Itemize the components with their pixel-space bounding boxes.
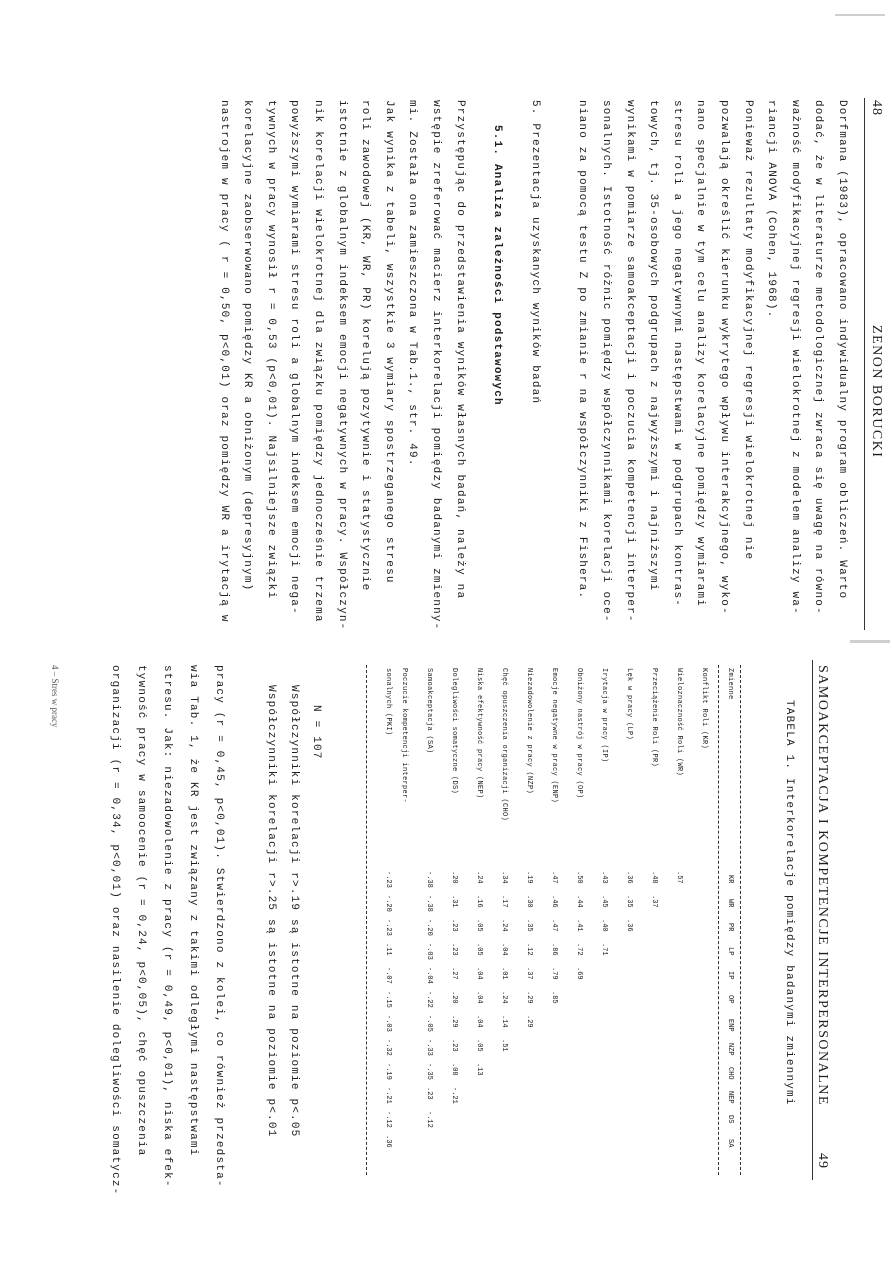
text-line: tywność pracy w samoocenie (r = 0,24, p<0,05), chęć opuszczenia [135, 665, 147, 1157]
table-cell: -.12 [384, 1111, 392, 1128]
table-row-label: sonalnych (PKI) [384, 668, 392, 736]
table-cell: .45 [600, 895, 608, 908]
table-cell: -.33 [425, 1039, 433, 1056]
table-column-header: LP [726, 947, 734, 956]
table-cell: .50 [575, 871, 583, 884]
table-cell: -.38 [425, 871, 433, 888]
table-row-label: Samoakceptacja (SA) [425, 668, 433, 754]
table-cell: .41 [575, 919, 583, 932]
text-line: nano specjalnie w tym celu analizy korelacyjne pomiędzy wymiarami [694, 100, 706, 608]
table-column-header: OP [726, 995, 734, 1004]
table-row-label: Wieloznaczność Roli (WR) [675, 668, 683, 777]
text-line: powyższymi wymiarami stresu roli a globalnym indeksem emocji nega- [288, 100, 300, 615]
left-footer: 4 – Stres w pracy [50, 665, 60, 728]
table-cell: .04 [500, 943, 508, 956]
table-row-label: Dolegliwości somatyczne (DS) [450, 668, 458, 795]
table-cell: .71 [600, 943, 608, 956]
table-cell: .72 [575, 943, 583, 956]
text-line: istotnie z globalnym indeksem emocji negatywnych w pracy. Współczyn- [336, 100, 348, 631]
table-cell: .37 [650, 895, 658, 908]
text-line: wia Tab. 1, że KR jest związany z takimi odległymi następstwami [187, 665, 199, 1157]
text-line: riancji ANOVA (Cohen, 1968). [765, 100, 777, 319]
text-line: organizacji (r = 0,34, p<0,01) oraz nasilenie dolegliwości somatycz- [109, 665, 121, 1196]
right-page-number: 49 [815, 1153, 830, 1169]
table-cell: .20 [450, 991, 458, 1004]
table-cell: .04 [475, 991, 483, 1004]
text-line: stresu. Jak: niezadowolenie z pracy (r = 0,49, p<0,01), niska efek- [161, 665, 173, 1188]
table-cell: .40 [600, 919, 608, 932]
table-cell: .19 [525, 871, 533, 884]
table-cell: .69 [575, 967, 583, 980]
table-column-header: DS [726, 1115, 734, 1124]
table-cell: .30 [525, 895, 533, 908]
table-cell: .27 [450, 967, 458, 980]
table-cell: -.03 [425, 943, 433, 960]
text-line: pracy (r = 0,45, p<0,01). Stwierdzono z kolei, co również przedsta- [213, 665, 225, 1188]
table-cell: .86 [550, 943, 558, 956]
table-cell: .47 [550, 919, 558, 932]
text-line: Dorfmana (1983), opracowano indywidualny program obliczeń. Warto [836, 100, 848, 600]
table-cell: -.04 [425, 967, 433, 984]
table-cell: .05 [475, 919, 483, 932]
table-row-label: Obniżony nastrój w pracy (OP) [575, 668, 583, 799]
table-column-header: ENP [726, 1019, 734, 1032]
table-cell: .16 [475, 895, 483, 908]
table-cell: .24 [500, 919, 508, 932]
text-line: sonalnych. Istotność różnic pomiędzy współczynnikami korelacji oce- [600, 100, 612, 623]
text-line: nik korelacji wielokrotnej dla związku pomiędzy jednocześnie trzema [312, 100, 324, 623]
table-cell: -.23 [384, 919, 392, 936]
table-cell: -.03 [384, 1015, 392, 1032]
table-cell: .36 [625, 871, 633, 884]
table-cell: .36 [384, 1135, 392, 1148]
table-row-label: Irytacja w pracy (IP) [600, 668, 608, 763]
table-cell: .36 [625, 919, 633, 932]
table-column-header: CHO [726, 1067, 734, 1080]
table-cell: .85 [550, 991, 558, 1004]
table-row-label: Niezadowolenie z pracy (NZP) [525, 668, 533, 795]
table-cell: .13 [475, 1063, 483, 1076]
right-running-head: SAMOAKCEPTACJA I KOMPETENCJE INTERPERSONALNE [815, 665, 830, 1106]
table-cell: .23 [450, 1039, 458, 1052]
table-column-header: WR [726, 899, 734, 908]
left-header-rule [864, 98, 865, 630]
section-heading: 5. Prezentacja uzyskanych wyników badań [529, 100, 541, 405]
table-row-label: Przeciążenie Roli (PR) [650, 668, 658, 768]
table-cell: .08 [450, 1063, 458, 1076]
sig-line-2: Współczynniki korelacji r>.25 są istotne na poziomie p<.01 [265, 685, 277, 1138]
text-line: roli zawodowej (KR, WR, PR) korelują pozytywnie i statystycznie [359, 100, 371, 592]
table-cell: .01 [500, 967, 508, 980]
table-cell: -.07 [384, 967, 392, 984]
table-cell: .57 [675, 871, 683, 884]
table-cell: .35 [525, 919, 533, 932]
text-line: Przystępując do przedstawienia wyników własnych badań, należy na [454, 100, 466, 600]
text-line: Jak wynika z tabeli, wszystkie 3 wymiary spostrzeganego stresu [383, 100, 395, 584]
table-cell: -.32 [384, 1039, 392, 1056]
text-line: wynikami w pomiarze samoakceptacji i poczucia kompetencji interper- [624, 100, 636, 623]
table-cell: .37 [525, 967, 533, 980]
table-cell: .04 [475, 967, 483, 980]
text-line: Ponieważ rezultaty modyfikacyjnej regresji wielokrotnej nie [742, 100, 754, 561]
right-header-rule [812, 660, 813, 1180]
table-cell: -.22 [425, 991, 433, 1008]
table-column-header: SA [726, 1139, 734, 1148]
table-row-label: Konflikt Roli (KR) [700, 668, 708, 750]
table-cell: .29 [525, 1015, 533, 1028]
table-cell: .11 [384, 943, 392, 956]
table-column-header: IP [726, 971, 734, 980]
table-cell: .05 [475, 943, 483, 956]
table-cell: .04 [475, 1015, 483, 1028]
subsection-heading: 5.1. Analiza zależności podstawowych [491, 125, 503, 406]
left-running-head: ZENON BORUCKI [869, 325, 884, 459]
sig-line-1: Współczynniki korelacji r>.19 są istotne na poziomie p<.05 [288, 685, 300, 1138]
table-cell: -.23 [384, 871, 392, 888]
table-cell: .20 [450, 871, 458, 884]
text-line: stresu roli a jego negatywnymi następstwami w podgrupach kontras- [671, 100, 683, 608]
table-cell: -.20 [425, 919, 433, 936]
table-bottom-rule [366, 665, 368, 1175]
text-line: nastrojem w pracy ( r = 0,50, p<0,01) oraz pomiędzy WR a irytacją w [218, 100, 230, 623]
table-cell: .48 [650, 871, 658, 884]
text-line: korelacyjne zaobserwowano pomiędzy KR a obniżonym (depresyjnym) [241, 100, 253, 592]
table-cell: .35 [625, 895, 633, 908]
table-cell: .24 [500, 991, 508, 1004]
table-column-header: NZP [726, 1043, 734, 1056]
table-header-label: Zmienne [726, 668, 734, 700]
table-cell: -.19 [384, 1063, 392, 1080]
n-line: N = 107 [310, 705, 322, 760]
table-top-rule [740, 665, 742, 1175]
text-line: mi. Została ona zamieszczona w Tab.1., str. 49. [406, 100, 418, 467]
table-cell: .24 [475, 871, 483, 884]
table-cell: .14 [500, 1015, 508, 1028]
table-cell: .31 [450, 895, 458, 908]
table-cell: .47 [550, 871, 558, 884]
text-line: ważność modyfikacyjnej regresji wielokrotnej z modelem analizy wa- [789, 100, 801, 615]
table-cell: .79 [550, 967, 558, 980]
table-cell: -.35 [425, 1063, 433, 1080]
table-cell: .44 [575, 895, 583, 908]
text-line: wstępie zreferować macierz interkorelacji pomiędzy badanymi zmienny- [430, 100, 442, 631]
table-row-label: Niska efektywność pracy (NEP) [475, 668, 483, 799]
text-line: niano za pomocą testu Z po zmianie r na współczynniki z Fishera. [576, 100, 588, 600]
table-cell: .05 [475, 1039, 483, 1052]
text-line: tywnych w pracy wynosił r = 0,53 (p<0,01). Najsilniejsze związki [265, 100, 277, 600]
table-cell: -.05 [425, 1015, 433, 1032]
table-cell: .34 [500, 871, 508, 884]
table-title: TABELA 1. Interkorelacje pomiędzy badanymi zmiennymi [783, 700, 795, 1106]
table-cell: -.12 [425, 1111, 433, 1128]
table-cell: -.21 [450, 1087, 458, 1104]
table-cell: .43 [600, 871, 608, 884]
table-row-label: Lęk w pracy (LP) [625, 668, 633, 741]
table-cell: -.21 [384, 1087, 392, 1104]
left-page-number: 48 [869, 100, 884, 116]
table-cell: -.20 [384, 895, 392, 912]
table-column-header: NEP [726, 1091, 734, 1104]
table-cell: .29 [525, 991, 533, 1004]
text-line: pozwalają określić kierunku wykrytego wpływu interakcyjnego, wyko- [718, 100, 730, 615]
table-cell: .23 [450, 943, 458, 956]
scan-artifact-top-right [835, 14, 885, 16]
table-cell: .12 [525, 943, 533, 956]
table-column-header: KR [726, 875, 734, 884]
table-cell: -.38 [425, 895, 433, 912]
table-cell: .23 [450, 919, 458, 932]
table-column-header: PR [726, 923, 734, 932]
text-line: towych, tj. 35-osobowych podgrupach z najwyższymi i najniższymi [647, 100, 659, 592]
table-row-label: Emocje negatywne w pracy (ENP) [550, 668, 558, 804]
scan-artifact-mid-right [850, 640, 890, 643]
table-cell: .46 [550, 895, 558, 908]
table-cell: .51 [500, 1039, 508, 1052]
table-cell: .29 [450, 1015, 458, 1028]
table-row-label: Poczucie kompetencji interper- [400, 668, 408, 804]
table-cell: .17 [500, 895, 508, 908]
table-cell: -.15 [384, 991, 392, 1008]
text-line: dodać, że w literaturze metodologicznej zwraca się uwagę na równo- [812, 100, 824, 615]
table-row-label: Chęć opuszczenia organizacji (CHO) [500, 668, 508, 822]
table-header-rule [718, 665, 720, 1175]
table-cell: .23 [425, 1087, 433, 1100]
